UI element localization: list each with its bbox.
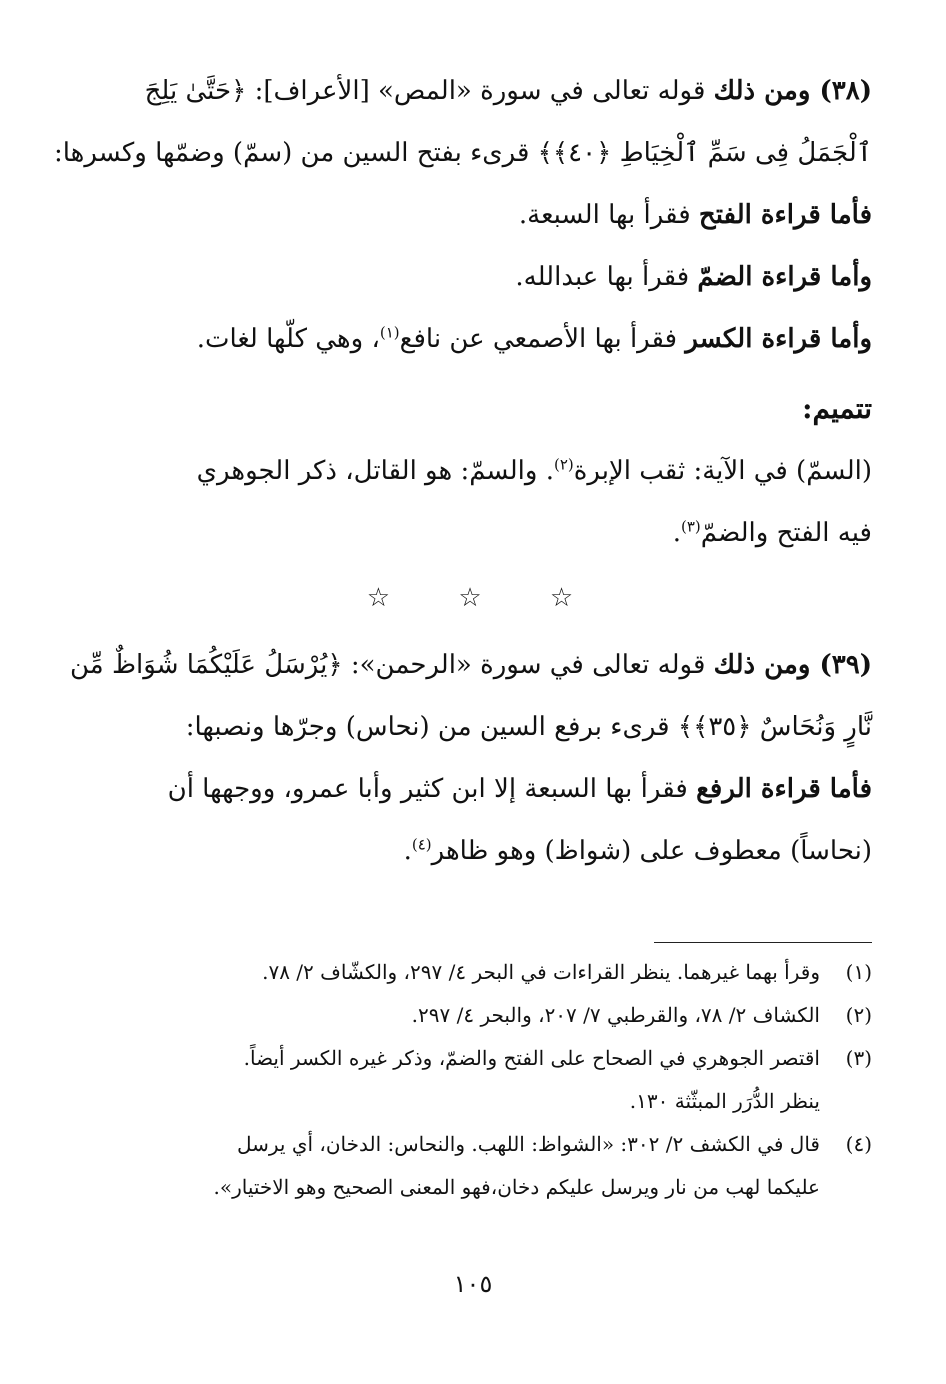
footnote-number: (٣) bbox=[845, 1046, 872, 1070]
quran-verse: يُرْسَلُ عَلَيْكُمَا شُوَاظٌ مِّن bbox=[70, 650, 328, 680]
section-heading: تتميم: bbox=[802, 392, 872, 425]
paragraph-38-line-1 bbox=[98, 60, 872, 122]
reading-label: وأما قراءة الكسر bbox=[685, 324, 872, 354]
paragraph-39-line-2 bbox=[98, 696, 872, 758]
footnote-text: قال في الكشف ٢/ ٣٠٢: «الشواظ: اللهب. والنحاس: الدخان، أي يرسل bbox=[236, 1132, 820, 1156]
paragraph-39-line-1 bbox=[70, 634, 872, 696]
tatmeem-text: (السمّ) في الآية: ثقب الإبرة bbox=[573, 456, 872, 486]
footnote-2 bbox=[98, 994, 872, 1037]
paragraph-38 bbox=[53, 60, 872, 184]
entry-number-38: (٣٨) ومن ذلك bbox=[713, 76, 872, 106]
footnote-text: اقتصر الجوهري في الصحاح على الفتح والضمّ، وذكر غيره الكسر أيضاً. bbox=[243, 1046, 820, 1070]
paragraph-38-line-2 bbox=[53, 122, 872, 184]
page-number: ١٠٥ bbox=[453, 1270, 493, 1298]
paragraph-38-text: ﴾ قرىء بفتح السين من (سمّ) وضمّها وكسرها: bbox=[53, 138, 553, 168]
footnote-ref: (٤) bbox=[411, 835, 432, 854]
reading-damm bbox=[98, 246, 872, 308]
paragraph-39-text: قوله تعالى في سورة «الرحمن»: ﴿ bbox=[327, 650, 714, 680]
footnote-ref: (١) bbox=[379, 323, 400, 342]
reading-text: فقرأ بها السبعة إلا ابن كثير وأبا عمرو، ووجهها أن bbox=[167, 774, 697, 804]
tatmeem-text: فيه الفتح والضمّ bbox=[700, 518, 872, 548]
reading-text: . bbox=[403, 836, 412, 866]
footnote-separator bbox=[654, 942, 872, 943]
reading-text: ، وهي كلّها لغات. bbox=[196, 324, 380, 354]
footnote-ref: (٣) bbox=[680, 517, 701, 536]
reading-label: وأما قراءة الضمّ bbox=[697, 262, 872, 292]
reading-text: فقرأ بها الأصمعي عن نافع bbox=[399, 324, 686, 354]
reading-label: فأما قراءة الرفع bbox=[696, 774, 872, 804]
tatmeem-text: . bbox=[672, 518, 681, 548]
reading-kasr bbox=[98, 308, 872, 370]
entry-number-39: (٣٩) ومن ذلك bbox=[713, 650, 872, 680]
paragraph-39 bbox=[70, 634, 872, 758]
footnote-text: ينظر الدُّرَر المبثّثة ١٣٠. bbox=[629, 1089, 820, 1113]
tatmeem-body bbox=[98, 440, 872, 564]
reading-text: فقرأ بها عبدالله. bbox=[515, 262, 698, 292]
reading-fath bbox=[98, 184, 872, 246]
footnote-text: الكشاف ٢/ ٧٨، والقرطبي ٧/ ٢٠٧، والبحر ٤/ ٢٩٧. bbox=[411, 1003, 820, 1027]
reading-label: فأما قراءة الفتح bbox=[698, 200, 872, 230]
footnote-number: (٤) bbox=[845, 1132, 872, 1156]
reading-text: (نحاساً) معطوف على (شواظ) وهو ظاهر bbox=[431, 836, 872, 866]
reading-raf bbox=[98, 758, 872, 882]
paragraph-39-text: ﴾ قرىء برفع السين من (نحاس) وجرّها ونصبها: bbox=[185, 712, 694, 742]
footnote-number: (٢) bbox=[845, 1003, 872, 1027]
quran-verse: حَتَّىٰ يَلِجَ bbox=[144, 76, 232, 106]
footnote-1 bbox=[98, 951, 872, 994]
footnote-text: عليكما لهب من نار ويرسل عليكم دخان،فهو المعنى الصحيح وهو الاختيار». bbox=[213, 1175, 820, 1199]
footnote-4 bbox=[98, 1123, 872, 1209]
footnote-number: (١) bbox=[845, 960, 872, 984]
footnote-ref: (٢) bbox=[553, 455, 574, 474]
reading-text: فقرأ بها السبعة. bbox=[518, 200, 699, 230]
footnote-text: وقرأ بهما غيرهما. ينظر القراءات في البحر ٤/ ٢٩٧، والكشّاف ٢/ ٧٨. bbox=[262, 960, 820, 984]
quran-verse: ٱلْجَمَلُ فِى سَمِّ ٱلْخِيَاطِ ﴿٤٠﴾ bbox=[552, 138, 872, 168]
tatmeem-text: . والسمّ: هو القاتل، ذكر الجوهري bbox=[196, 456, 554, 486]
paragraph-38-text: قوله تعالى في سورة «المص» [الأعراف]: ﴿ bbox=[231, 76, 714, 106]
quran-verse: نَّارٍ وَنُحَاسٌ ﴿٣٥﴾ bbox=[693, 712, 872, 742]
section-divider-stars: ☆ ☆ ☆ bbox=[366, 583, 604, 613]
footnote-3 bbox=[98, 1037, 872, 1123]
